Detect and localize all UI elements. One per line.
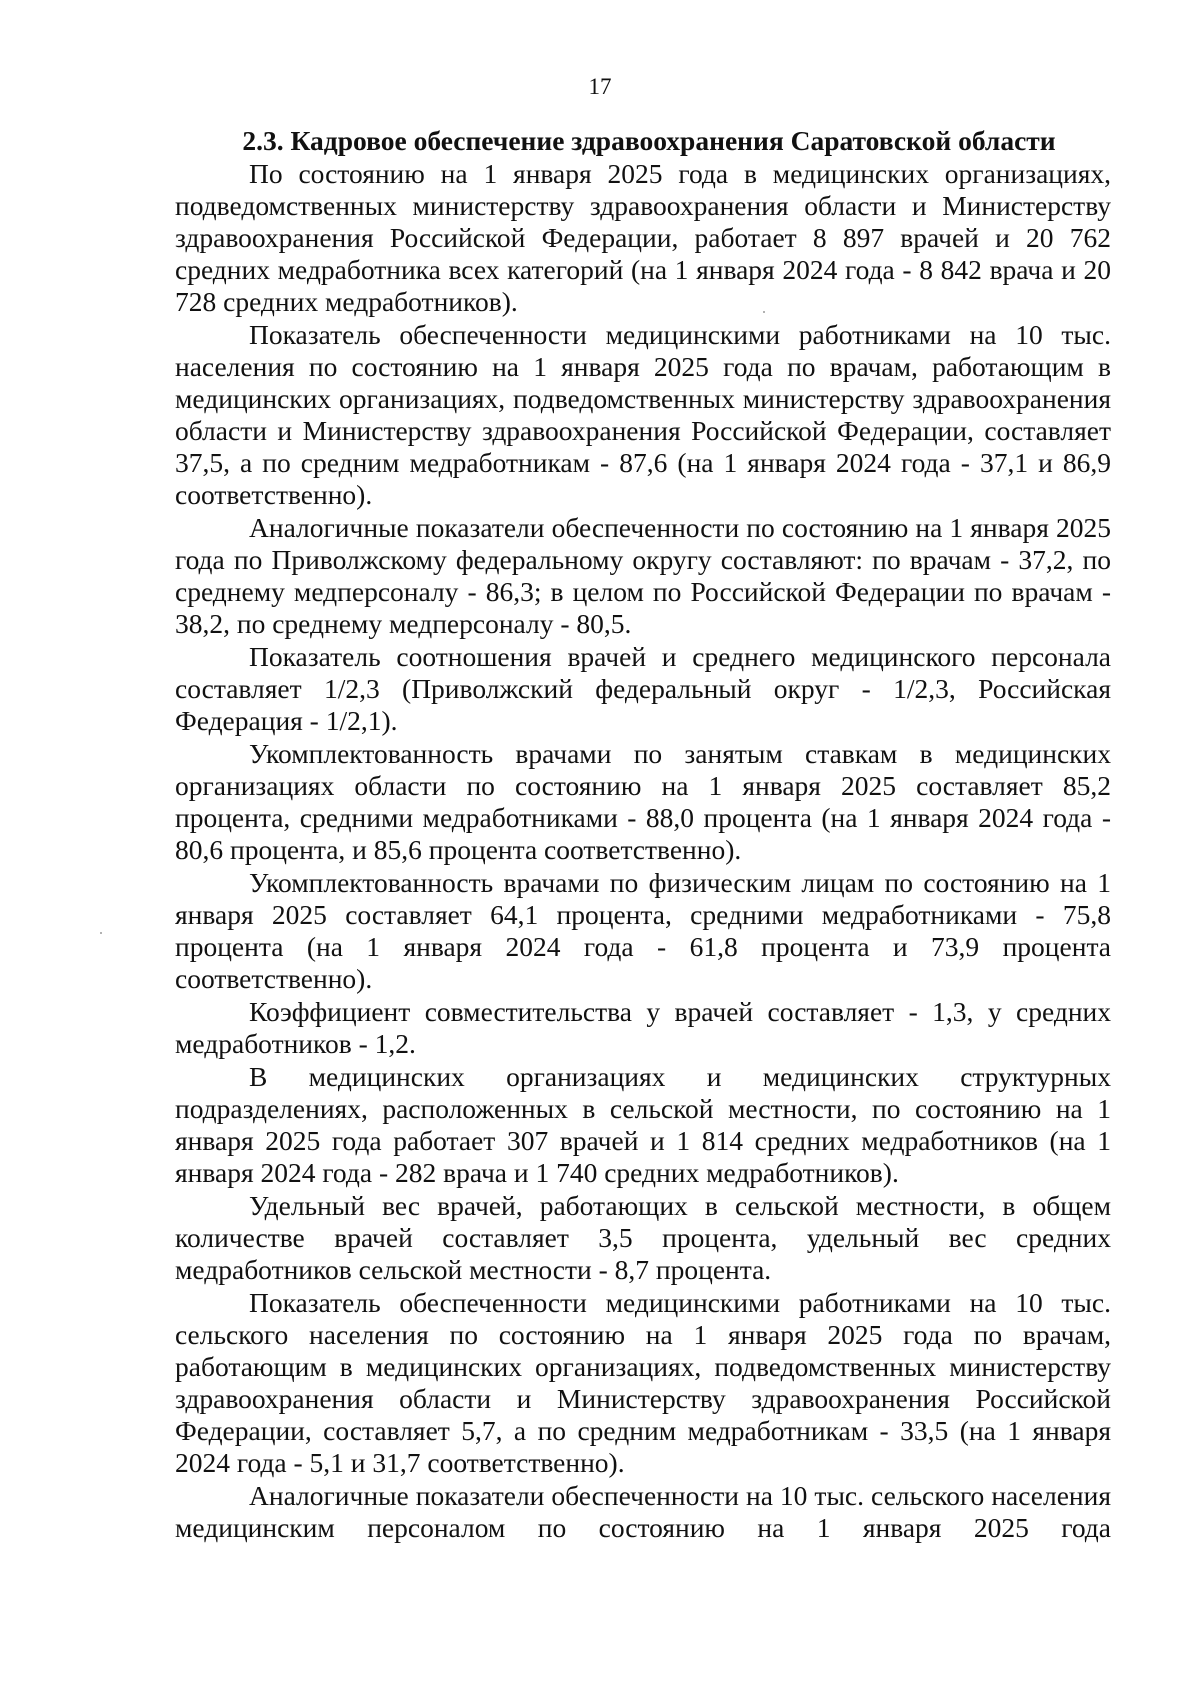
scan-speck (763, 311, 765, 313)
paragraph: Удельный вес врачей, работающих в сельской местности, в общем количестве врачей составляет 3,5 процента, удельный вес средних медработников сельской местности - 8,7 процента. (175, 1190, 1111, 1285)
document-body (175, 124, 1111, 1545)
paragraph: Коэффициент совместительства у врачей составляет - 1,3, у средних медработников - 1,2. (175, 996, 1111, 1059)
paragraph: Укомплектованность врачами по физическим лицам по состоянию на 1 января 2025 составляет 64,1 процента, средними медработниками - 75,8 процента (на 1 января 2024 года - 61,8 процента и 73,9 процента соответственно). (175, 867, 1111, 994)
paragraph: Аналогичные показатели обеспеченности на 10 тыс. сельского населения медицинским персоналом по состоянию на 1 января 2025 года (175, 1480, 1111, 1543)
paragraph: По состоянию на 1 января 2025 года в медицинских организациях, подведомственных министерству здравоохранения области и Министерству здравоохранения Российской Федерации, работает 8 897 врачей и 20 762 средних медработника всех категорий (на 1 января 2024 года - 8 842 врача и 20 728 средних медработников). (175, 158, 1111, 317)
paragraph: В медицинских организациях и медицинских структурных подразделениях, расположенных в сельской местности, по состоянию на 1 января 2025 года работает 307 врачей и 1 814 средних медработников (на 1 января 2024 года - 282 врача и 1 740 средних медработников). (175, 1061, 1111, 1188)
paragraph: Укомплектованность врачами по занятым ставкам в медицинских организациях области по состоянию на 1 января 2025 составляет 85,2 процента, средними медработниками - 88,0 процента (на 1 января 2024 года - 80,6 процента, и 85,6 процента соответственно). (175, 738, 1111, 865)
paragraph: Показатель обеспеченности медицинскими работниками на 10 тыс. сельского населения по состоянию на 1 января 2025 года по врачам, работающим в медицинских организациях, подведомственных министерству здравоохранения области и Министерству здравоохранения Российской Федерации, составляет 5,7, а по средним медработникам - 33,5 (на 1 января 2024 года - 5,1 и 31,7 соответственно). (175, 1287, 1111, 1478)
section-heading: 2.3. Кадровое обеспечение здравоохранения Саратовской области (242, 125, 1056, 156)
page-number: 17 (588, 74, 612, 99)
paragraph: Аналогичные показатели обеспеченности по состоянию на 1 января 2025 года по Приволжскому федеральному округу составляют: по врачам - 37,2, по среднему медперсоналу - 86,3; в целом по Российской Федерации по врачам - 38,2, по среднему медперсоналу - 80,5. (175, 512, 1111, 639)
paragraph: Показатель обеспеченности медицинскими работниками на 10 тыс. населения по состоянию на 1 января 2025 года по врачам, работающим в медицинских организациях, подведомственных министерству здравоохранения области и Министерству здравоохранения Российской Федерации, составляет 37,5, а по средним медработникам - 87,6 (на 1 января 2024 года - 37,1 и 86,9 соответственно). (175, 319, 1111, 510)
scan-speck (100, 932, 102, 934)
paragraph: Показатель соотношения врачей и среднего медицинского персонала составляет 1/2,3 (Приволжский федеральный округ - 1/2,3, Российская Федерация - 1/2,1). (175, 641, 1111, 736)
